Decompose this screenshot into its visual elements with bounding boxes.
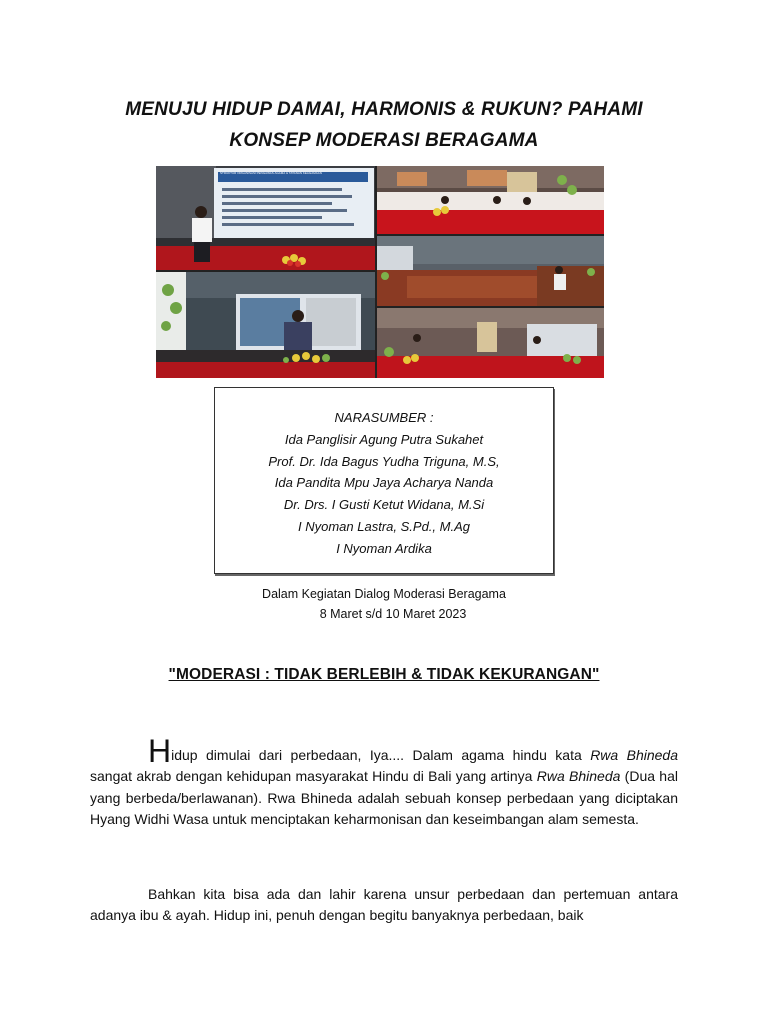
document-title [90,94,678,156]
title-line-1: MENUJU HIDUP DAMAI, HARMONIS & RUKUN? PAHAMI [125,99,643,120]
speaker-name: Ida Panglisir Agung Putra Sukahet [284,431,484,447]
paragraph-1-part-2: sangat akrab dengan kehidupan masyarakat Hindu di Bali yang artinya [90,768,537,785]
speaker-name: Dr. Drs. I Gusti Ketut Widana, M.Si [283,497,485,513]
paragraph-1-part-3: (Dua hal yang berbeda/berlawanan). Rwa Bhineda adalah sebuah konsep perbedaan yang diciptakan Hyang Widhi Wasa untuk menciptakan keharmonisan dan keseimbangan alam semesta. [90,768,678,828]
drop-cap: H [148,733,172,769]
event-info [214,584,554,624]
photo-panel-table [377,166,604,234]
speakers-heading: NARASUMBER : [334,410,434,425]
paragraph-2: Bahkan kita bisa ada dan lahir karena unsur perbedaan dan pertemuan antara adanya ibu & ayah. Hidup ini, penuh dengan begitu banyaknya perbedaan, baik [90,886,678,924]
moderation-quote: "MODERASI : TIDAK BERLEBIH & TIDAK KEKURANGAN" [168,666,600,683]
photo-speaker-screen [156,272,375,378]
paragraph-1-part-1: idup dimulai dari perbedaan, Iya.... Dalam agama hindu kata [171,747,591,763]
title-line-2: KONSEP MODERASI BERAGAMA [229,130,539,151]
event-dates: 8 Maret s/d 10 Maret 2023 [319,607,467,621]
speakers-box [214,387,554,574]
speaker-name: Prof. Dr. Ida Bagus Yudha Triguna, M.S, [268,453,500,469]
event-name: Dalam Kegiatan Dialog Moderasi Beragama [262,587,506,601]
term-rwa-bhineda: Rwa Bhineda [536,768,621,785]
term-rwa-bhineda: Rwa Bhineda [590,747,679,763]
photo-ceremony-stage [377,308,604,378]
speaker-name: I Nyoman Ardika [336,540,432,556]
speaker-name: Ida Pandita Mpu Jaya Acharya Nanda [274,475,494,491]
speaker-name: I Nyoman Lastra, S.Pd., M.Ag [298,518,470,534]
photo-speaker-slide [156,166,375,270]
photo-collage [156,166,604,378]
photo-stage-panorama [377,236,604,306]
paragraph-1 [90,733,679,831]
slide-heading-text: STRUKTUR ORGANISASI PENGAWAS AGAMA & TATANAN KEAGAMAAN [220,171,322,175]
